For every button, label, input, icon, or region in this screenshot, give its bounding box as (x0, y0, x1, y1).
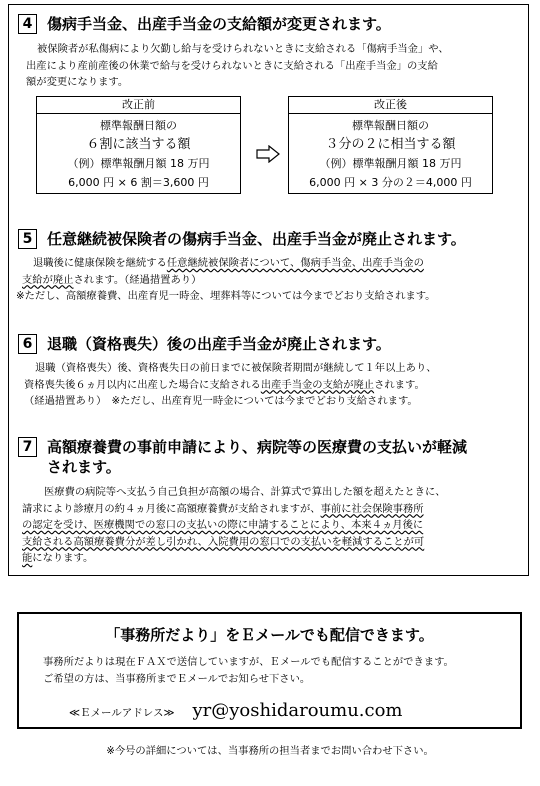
box-line: 標準報酬日額の (100, 119, 177, 132)
underlined-text: の認定を受け、医療機関での窓口の支払いの際に申請することにより、本来４ヵ月後に (22, 519, 424, 531)
title-line: されます。 (47, 458, 121, 476)
email-label: ≪Ｅメールアドレス≫ (69, 707, 175, 719)
text-run: 資格喪失後６ヵ月以内に出産した場合に支給される (24, 378, 261, 391)
section-number: 4 (18, 14, 37, 34)
paragraph-line: 医療費の病院等へ支払う自己負担が高額の場合、計算式で算出した額を超えたときに、 (44, 486, 446, 498)
box-line: 6,000 円 × 3 分の２＝4,000 円 (309, 176, 472, 189)
text-run: になります。 (32, 552, 94, 564)
box-line: 標準報酬日額の (352, 119, 429, 132)
paragraph-line: 退職（資格喪失）後、資格喪失日の前日までに被保険者期間が継続して１年以上あり、 (35, 362, 437, 374)
box-line: ６割に該当する額 (86, 137, 191, 152)
paragraph-line: 出産により産前産後の休業で給与を受けられないときに支給される「出産手当金」の支給 (26, 59, 438, 72)
section-5-heading (18, 229, 466, 249)
underlined-text: 任意継続被保険者について、傷病手当金、出産手当金の (166, 257, 424, 269)
box-line: （例）標準報酬月額 18 万円 (319, 157, 462, 170)
section-title: 任意継続被保険者の傷病手当金、出産手当金が廃止されます。 (47, 230, 466, 248)
right-arrow-icon (256, 145, 280, 163)
title-line: 高額療養費の事前申請により、病院等の医療費の支払いが軽減 (47, 438, 468, 456)
text-run: されます。（経過措置あり） (73, 273, 202, 286)
before-box (36, 96, 241, 194)
section-6-heading (18, 334, 391, 354)
notice-body (43, 654, 513, 688)
notice-line: ご希望の方は、当事務所までＥメールでお知らせ下さい。 (43, 673, 311, 685)
email-row (69, 700, 403, 721)
paragraph-line: ※ただし、高額療養費、出産育児一時金、埋葬料等については今までどおり支給されます。 (16, 290, 436, 302)
paragraph-line: （経過措置あり） ※ただし、出産育児一時金については今までどおり支給されます。 (24, 395, 418, 407)
section-4-heading (18, 14, 391, 34)
section-title: 退職（資格喪失）後の出産手当金が廃止されます。 (47, 335, 391, 353)
underlined-text: 能 (22, 552, 33, 564)
section-5-body (16, 255, 522, 305)
section-title: 傷病手当金、出産手当金の支給額が変更されます。 (47, 15, 391, 33)
footer-note: ※今号の詳細については、当事務所の担当者までお問い合わせ下さい。 (106, 745, 434, 757)
underlined-text: 支給が廃止 (22, 273, 74, 286)
paragraph-line: 被保険者が私傷病により欠勤し給与を受けられないときに支給される「傷病手当金」や、 (37, 43, 449, 55)
section-title (47, 437, 467, 477)
box-line: （例）標準報酬月額 18 万円 (67, 157, 210, 170)
underlined-text: 事前に社会保険事務所 (320, 502, 424, 515)
section-7-heading (18, 437, 467, 477)
box-line: ３分の２に相当する額 (325, 137, 456, 152)
notice-line: 事務所だよりは現在ＦＡＸで送信していますが、Ｅメールでも配信することができます。 (43, 656, 454, 668)
email-address[interactable]: yr@yoshidaroumu.com (192, 700, 403, 721)
text-run: されます。 (374, 378, 425, 391)
text-run: 請求により診療月の約４ヵ月後に高額療養費が支給されますが、 (22, 502, 321, 515)
after-box (288, 96, 493, 194)
section-6-body (24, 360, 524, 410)
box-header: 改正前 (37, 97, 240, 114)
box-header: 改正後 (289, 97, 492, 114)
text-run: 退職後に健康保険を継続する (33, 257, 167, 269)
notice-title: 「事務所だより」をＥメールでも配信できます。 (105, 626, 434, 644)
section-4-body (26, 41, 526, 91)
underlined-text: 出産手当金の支給が廃止 (260, 378, 375, 391)
paragraph-line: 額が変更になります。 (26, 76, 129, 88)
box-line: 6,000 円 × 6 割＝3,600 円 (68, 176, 209, 189)
section-number: 6 (18, 334, 37, 354)
section-number: 5 (18, 229, 37, 249)
email-notice-box (17, 612, 522, 729)
underlined-text: 支給される高額療養費分が差し引かれ、入院費用の窓口での支払いを軽減することが可 (22, 535, 425, 548)
section-7-body (22, 484, 522, 567)
section-number: 7 (18, 437, 37, 457)
